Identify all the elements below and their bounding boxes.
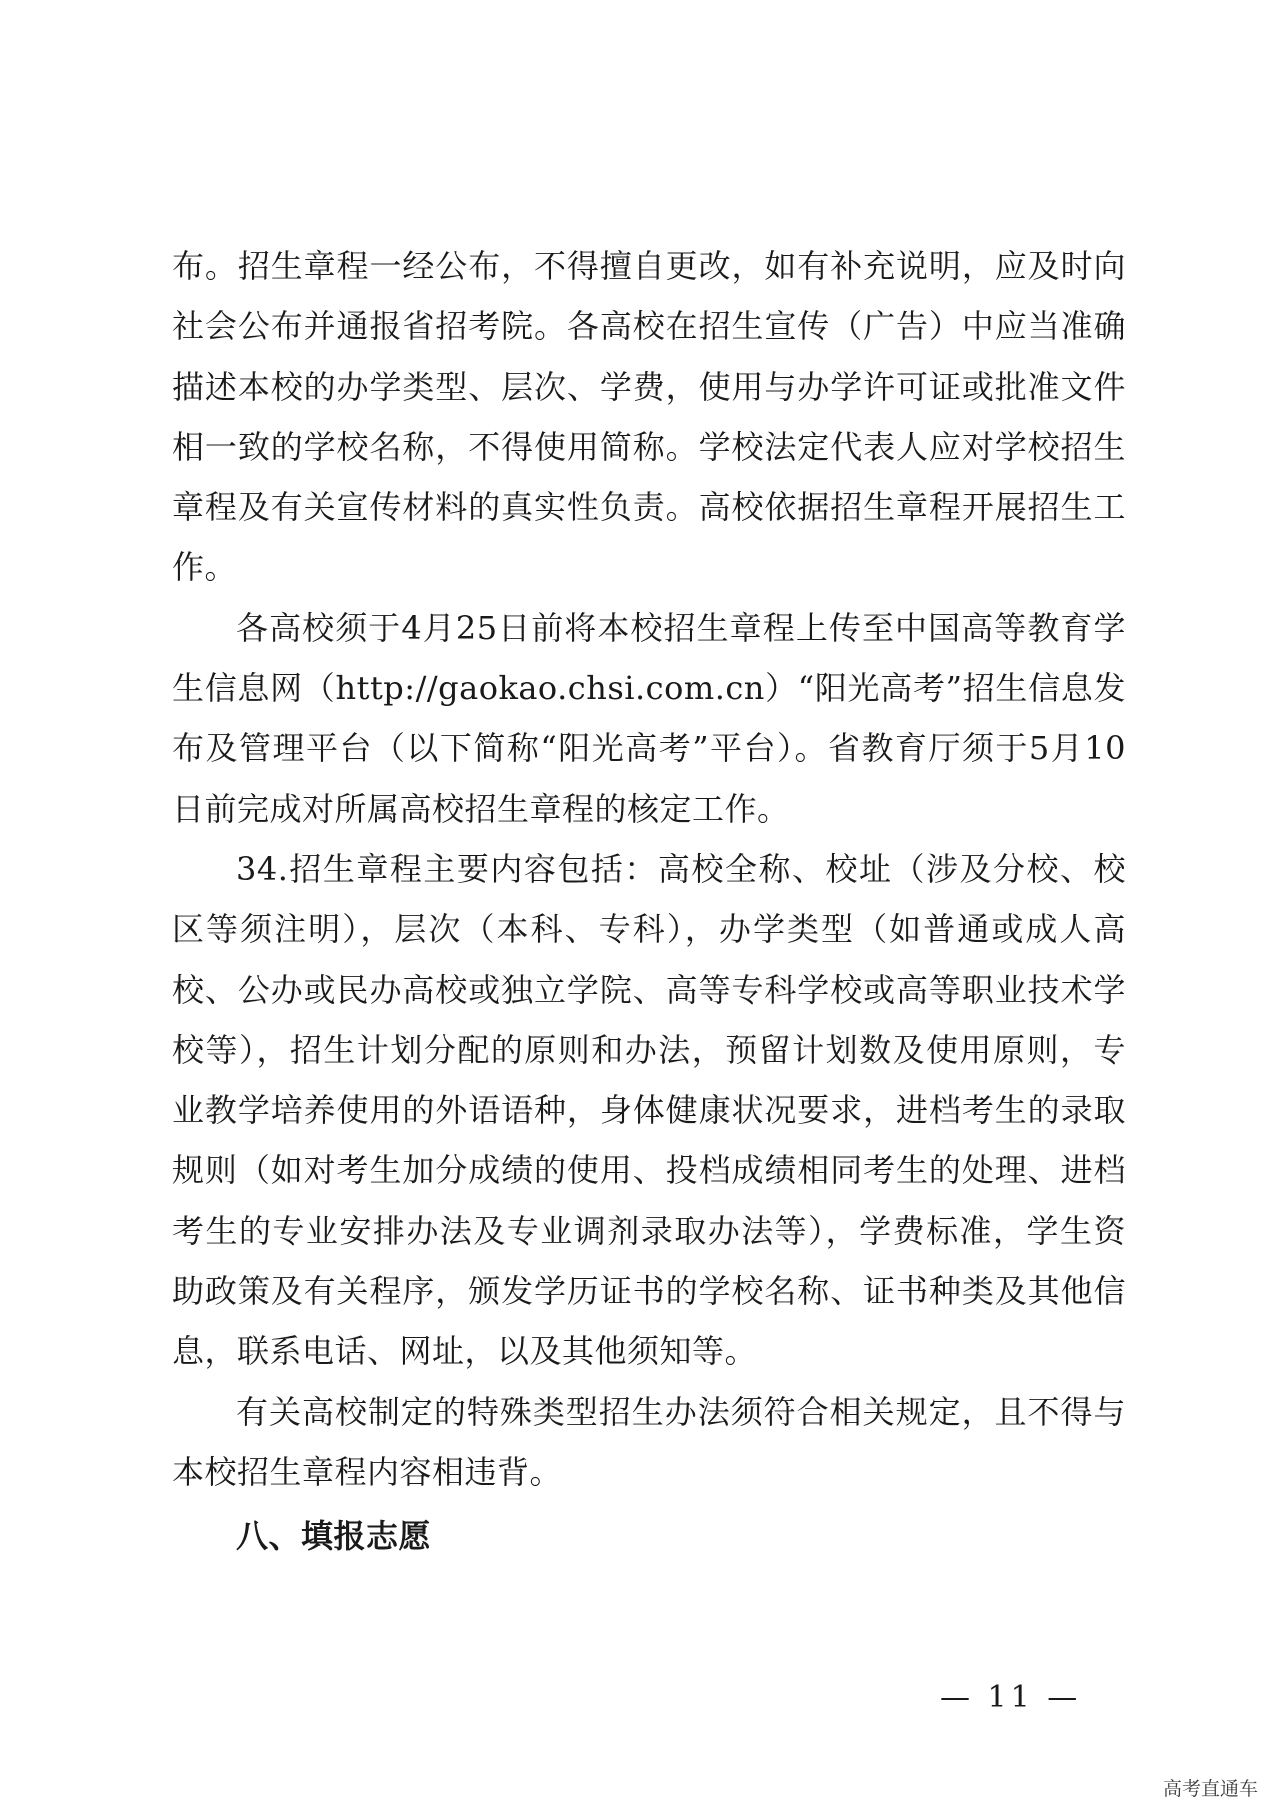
page-number: — 11 — <box>940 1680 1082 1715</box>
watermark: 高考直通车 <box>1162 1778 1258 1800</box>
paragraph-upload-deadline: 各高校须于4月25日前将本校招生章程上传至中国高等教育学生信息网（http://gaokao.chsi.com.cn）“阳光高考”招生信息发布及管理平台（以下简称“阳光高考”平台）。省教育厅须于5月10日前完成对所属高校招生章程的核定工作。 <box>172 608 1126 828</box>
paragraph-continued: 布。招生章程一经公布，不得擅自更改，如有补充说明，应及时向社会公布并通报省招考院。各高校在招生宣传（广告）中应当准确描述本校的办学类型、层次、学费，使用与办学许可证或批准文件相一致的学校名称，不得使用简称。学校法定代表人应对学校招生章程及有关宣传材料的真实性负责。高校依据招生章程开展招生工作。 <box>172 247 1126 587</box>
paragraph-special-admission: 有关高校制定的特殊类型招生办法须符合相关规定，且不得与本校招生章程内容相违背。 <box>172 1392 1126 1491</box>
paragraph-article-34: 34.招生章程主要内容包括：高校全称、校址（涉及分校、校区等须注明），层次（本科、专科），办学类型（如普通或成人高校、公办或民办高校或独立学院、高等专科学校或高等职业技术学校等），招生计划分配的原则和办法，预留计划数及使用原则，专业教学培养使用的外语语种，身体健康状况要求，进档考生的录取规则（如对考生加分成绩的使用、投档成绩相同考生的处理、进档考生的专业安排办法及专业调剂录取办法等），学费标准，学生资助政策及有关程序，颁发学历证书的学校名称、证书种类及其他信息，联系电话、网址，以及其他须知等。 <box>172 849 1126 1371</box>
section-heading: 八、填报志愿 <box>236 1517 432 1556</box>
document-body <box>172 236 1126 1567</box>
